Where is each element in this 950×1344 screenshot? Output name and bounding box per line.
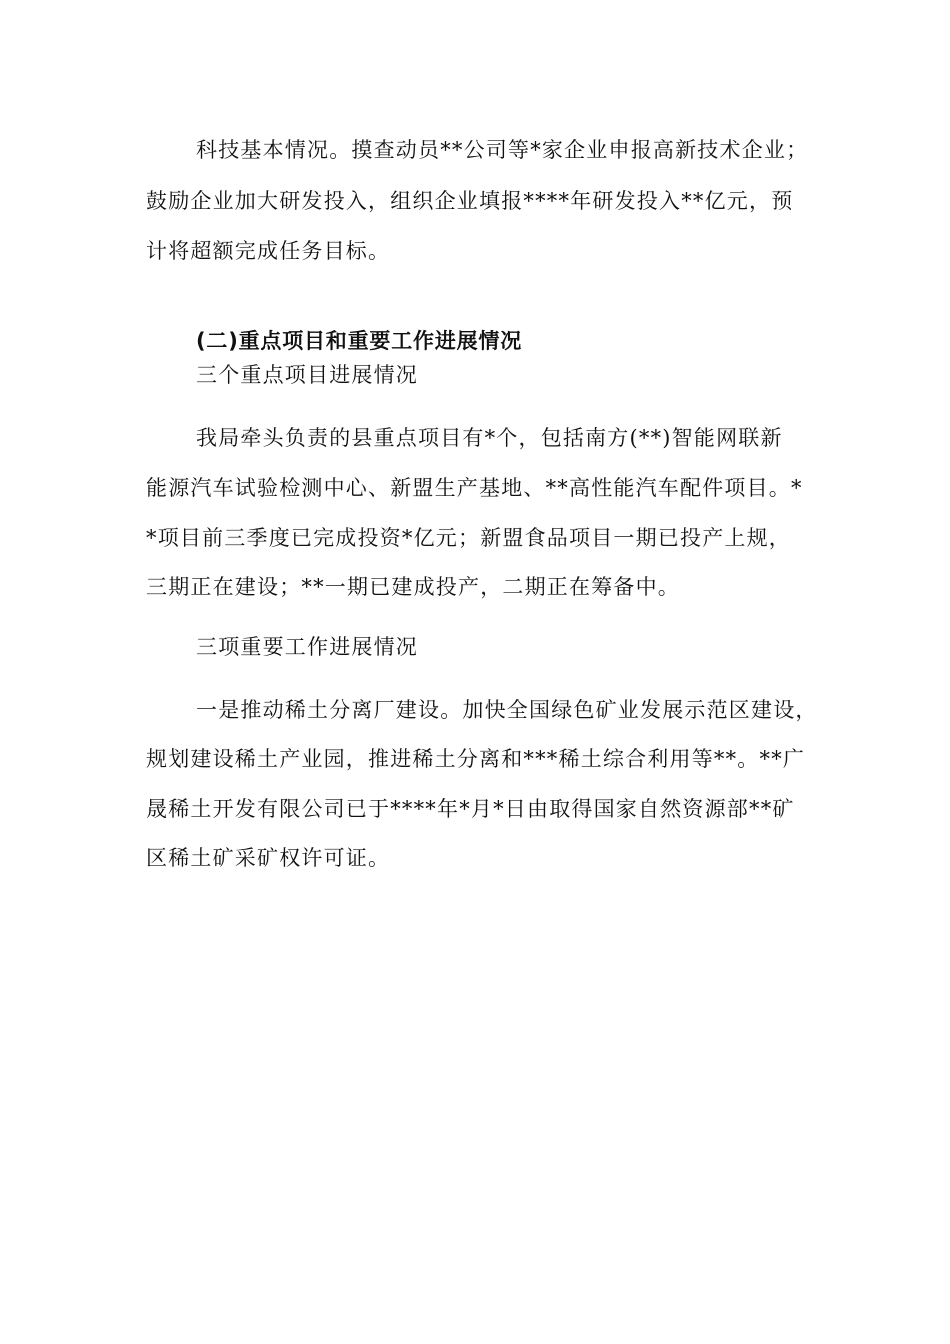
paragraph-1-line-2: 鼓励企业加大研发投入，组织企业填报****年研发投入**亿元，预 (146, 189, 794, 213)
paragraph-2-line-2: 能源汽车试验检测中心、新盟生产基地、**高性能汽车配件项目。* (146, 476, 803, 500)
section-heading: (二)重点项目和重要工作进展情况 (196, 329, 522, 353)
subsection-title-1: 三个重点项目进展情况 (196, 363, 418, 387)
paragraph-3-line-3: 晟稀土开发有限公司已于****年*月*日由取得国家自然资源部**矿 (146, 797, 795, 821)
paragraph-2-line-4: 三期正在建设；**一期已建成投产，二期正在筹备中。 (146, 575, 680, 599)
paragraph-2-line-3: *项目前三季度已完成投资*亿元；新盟食品项目一期已投产上规， (146, 526, 791, 550)
paragraph-2-line-1: 我局牵头负责的县重点项目有*个，包括南方(**)智能网联新 (196, 426, 783, 450)
paragraph-3-line-4: 区稀土矿采矿权许可证。 (146, 846, 391, 870)
subsection-title-2: 三项重要工作进展情况 (196, 635, 418, 659)
paragraph-1-line-3: 计将超额完成任务目标。 (146, 239, 391, 263)
paragraph-3-line-2: 规划建设稀土产业园，推进稀土分离和***稀土综合利用等**。**广 (146, 747, 806, 771)
paragraph-3-line-1: 一是推动稀土分离厂建设。加快全国绿色矿业发展示范区建设， (196, 698, 818, 722)
paragraph-1-line-1: 科技基本情况。摸查动员**公司等*家企业申报高新技术企业； (196, 138, 809, 162)
